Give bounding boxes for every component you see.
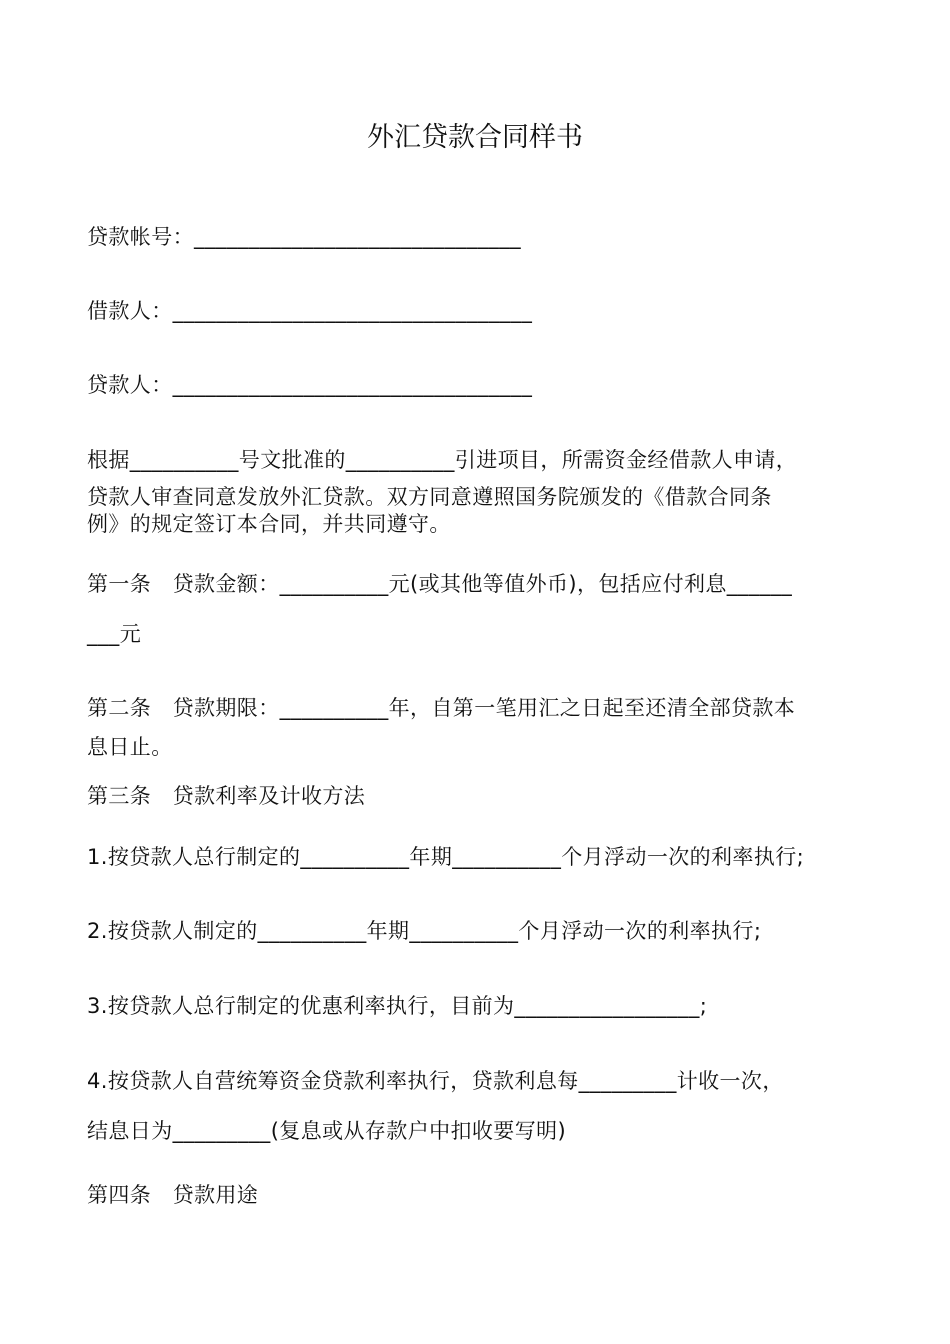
preamble-line-2: 贷款人审查同意发放外汇贷款。双方同意遵照国务院颁发的《借款合同条 bbox=[87, 485, 772, 509]
article-2-line-1: 第二条 贷款期限：__________年，自第一笔用汇之日起至还清全部贷款本 bbox=[87, 696, 796, 720]
article-3-heading: 第三条 贷款利率及计收方法 bbox=[87, 784, 366, 808]
article-1-line-1: 第一条 贷款金额：__________元(或其他等值外币)，包括应付利息______ bbox=[87, 572, 793, 596]
article-3-item-1: 1.按贷款人总行制定的__________年期__________个月浮动一次的利率执行; bbox=[87, 845, 805, 869]
preamble-line-1: 根据__________号文批准的__________引进项目，所需资金经借款人申请， bbox=[87, 448, 798, 472]
article-3-item-4-line-1: 4.按贷款人自营统筹资金贷款利率执行，贷款利息每_________计收一次， bbox=[87, 1069, 784, 1093]
lender-line: 贷款人：_________________________________ bbox=[87, 373, 533, 397]
article-4-heading: 第四条 贷款用途 bbox=[87, 1183, 259, 1207]
article-1-line-2: ___元 bbox=[87, 622, 142, 646]
borrower-line: 借款人：_________________________________ bbox=[87, 299, 533, 323]
article-3-item-2: 2.按贷款人制定的__________年期__________个月浮动一次的利率执行; bbox=[87, 919, 762, 943]
preamble-line-3: 例》的规定签订本合同，并共同遵守。 bbox=[87, 512, 451, 536]
document-title: 外汇贷款合同样书 bbox=[367, 122, 583, 153]
loan-account-line: 贷款帐号：______________________________ bbox=[87, 225, 521, 249]
article-3-item-4-line-2: 结息日为_________(复息或从存款户中扣收要写明) bbox=[87, 1119, 567, 1143]
article-3-item-3: 3.按贷款人总行制定的优惠利率执行，目前为_________________; bbox=[87, 994, 708, 1018]
article-2-line-2: 息日止。 bbox=[87, 735, 173, 759]
